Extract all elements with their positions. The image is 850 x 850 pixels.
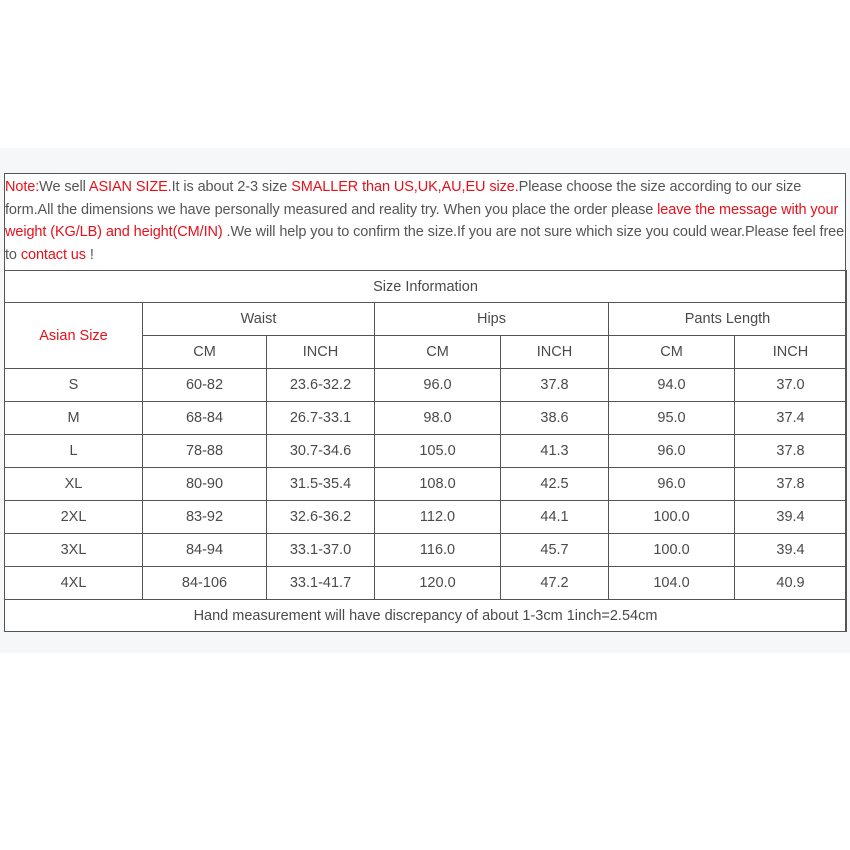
unit-header: INCH [501, 336, 609, 369]
waist-header: Waist [143, 303, 375, 336]
table-cell: 38.6 [501, 402, 609, 435]
table-cell: 37.4 [735, 402, 847, 435]
size-cell: 3XL [5, 534, 143, 567]
note-segment: Note: [5, 179, 40, 195]
table-cell: 100.0 [609, 501, 735, 534]
note-segment: ! [85, 246, 94, 263]
table-cell: 47.2 [501, 567, 609, 600]
table-cell: 105.0 [375, 435, 501, 468]
table-cell: 39.4 [735, 534, 847, 567]
size-cell: 2XL [5, 501, 143, 534]
table-cell: 26.7-33.1 [267, 402, 375, 435]
table-cell: 108.0 [375, 468, 501, 501]
table-cell: 112.0 [375, 501, 501, 534]
table-footer-note: Hand measurement will have discrepancy of about 1-3cm 1inch=2.54cm [5, 600, 847, 632]
note-segment: Please choose the size according to our size form.All the dimensions we have personally measured and reality try. When you place the order please [5, 179, 802, 218]
table-cell: 33.1-37.0 [267, 534, 375, 567]
table-row [5, 435, 847, 468]
table-cell: 45.7 [501, 534, 609, 567]
size-cell: 4XL [5, 567, 143, 600]
table-row [5, 468, 847, 501]
hips-header: Hips [375, 303, 609, 336]
table-cell: 23.6-32.2 [267, 369, 375, 402]
table-cell: 44.1 [501, 501, 609, 534]
table-row [5, 534, 847, 567]
table-cell: 96.0 [375, 369, 501, 402]
table-cell: 98.0 [375, 402, 501, 435]
table-cell: 40.9 [735, 567, 847, 600]
table-cell: 84-94 [143, 534, 267, 567]
table-cell: 37.8 [735, 435, 847, 468]
note-segment: ASIAN SIZE. [88, 179, 172, 195]
note-segment: leave the message with your weight (KG/LB) and height(CM/IN) [5, 201, 839, 240]
table-cell: 37.8 [501, 369, 609, 402]
contact-us-link[interactable]: contact us [20, 246, 86, 263]
table-cell: 120.0 [375, 567, 501, 600]
unit-header: CM [375, 336, 501, 369]
table-row [5, 402, 847, 435]
unit-header: INCH [735, 336, 847, 369]
unit-header: CM [143, 336, 267, 369]
table-cell: 100.0 [609, 534, 735, 567]
table-row [5, 501, 847, 534]
unit-header: CM [609, 336, 735, 369]
table-cell: 83-92 [143, 501, 267, 534]
table-cell: 94.0 [609, 369, 735, 402]
table-cell: 32.6-36.2 [267, 501, 375, 534]
table-cell: 96.0 [609, 435, 735, 468]
table-title: Size Information [5, 271, 847, 303]
size-note [5, 176, 845, 266]
table-cell: 39.4 [735, 501, 847, 534]
table-cell: 31.5-35.4 [267, 468, 375, 501]
unit-header: INCH [267, 336, 375, 369]
asian-size-header: Asian Size [5, 303, 143, 369]
table-cell: 104.0 [609, 567, 735, 600]
table-cell: 78-88 [143, 435, 267, 468]
size-cell: XL [5, 468, 143, 501]
table-row [5, 567, 847, 600]
table-cell: 37.8 [735, 468, 847, 501]
table-cell: 37.0 [735, 369, 847, 402]
size-cell: M [5, 402, 143, 435]
table-cell: 30.7-34.6 [267, 435, 375, 468]
note-segment: It is about 2-3 size [171, 179, 292, 195]
note-segment: SMALLER than US,UK,AU,EU size. [291, 179, 519, 195]
table-cell: 96.0 [609, 468, 735, 501]
table-cell: 60-82 [143, 369, 267, 402]
note-segment: We sell [39, 179, 89, 195]
table-cell: 33.1-41.7 [267, 567, 375, 600]
size-table [4, 270, 847, 632]
note-segment: .We will help you to confirm the size.If you are not sure which size you could wear.Please feel free to [5, 224, 845, 263]
table-cell: 84-106 [143, 567, 267, 600]
table-cell: 116.0 [375, 534, 501, 567]
table-row [5, 369, 847, 402]
table-cell: 42.5 [501, 468, 609, 501]
size-cell: L [5, 435, 143, 468]
table-cell: 95.0 [609, 402, 735, 435]
pants-length-header: Pants Length [609, 303, 847, 336]
table-cell: 68-84 [143, 402, 267, 435]
table-cell: 80-90 [143, 468, 267, 501]
size-cell: S [5, 369, 143, 402]
table-cell: 41.3 [501, 435, 609, 468]
